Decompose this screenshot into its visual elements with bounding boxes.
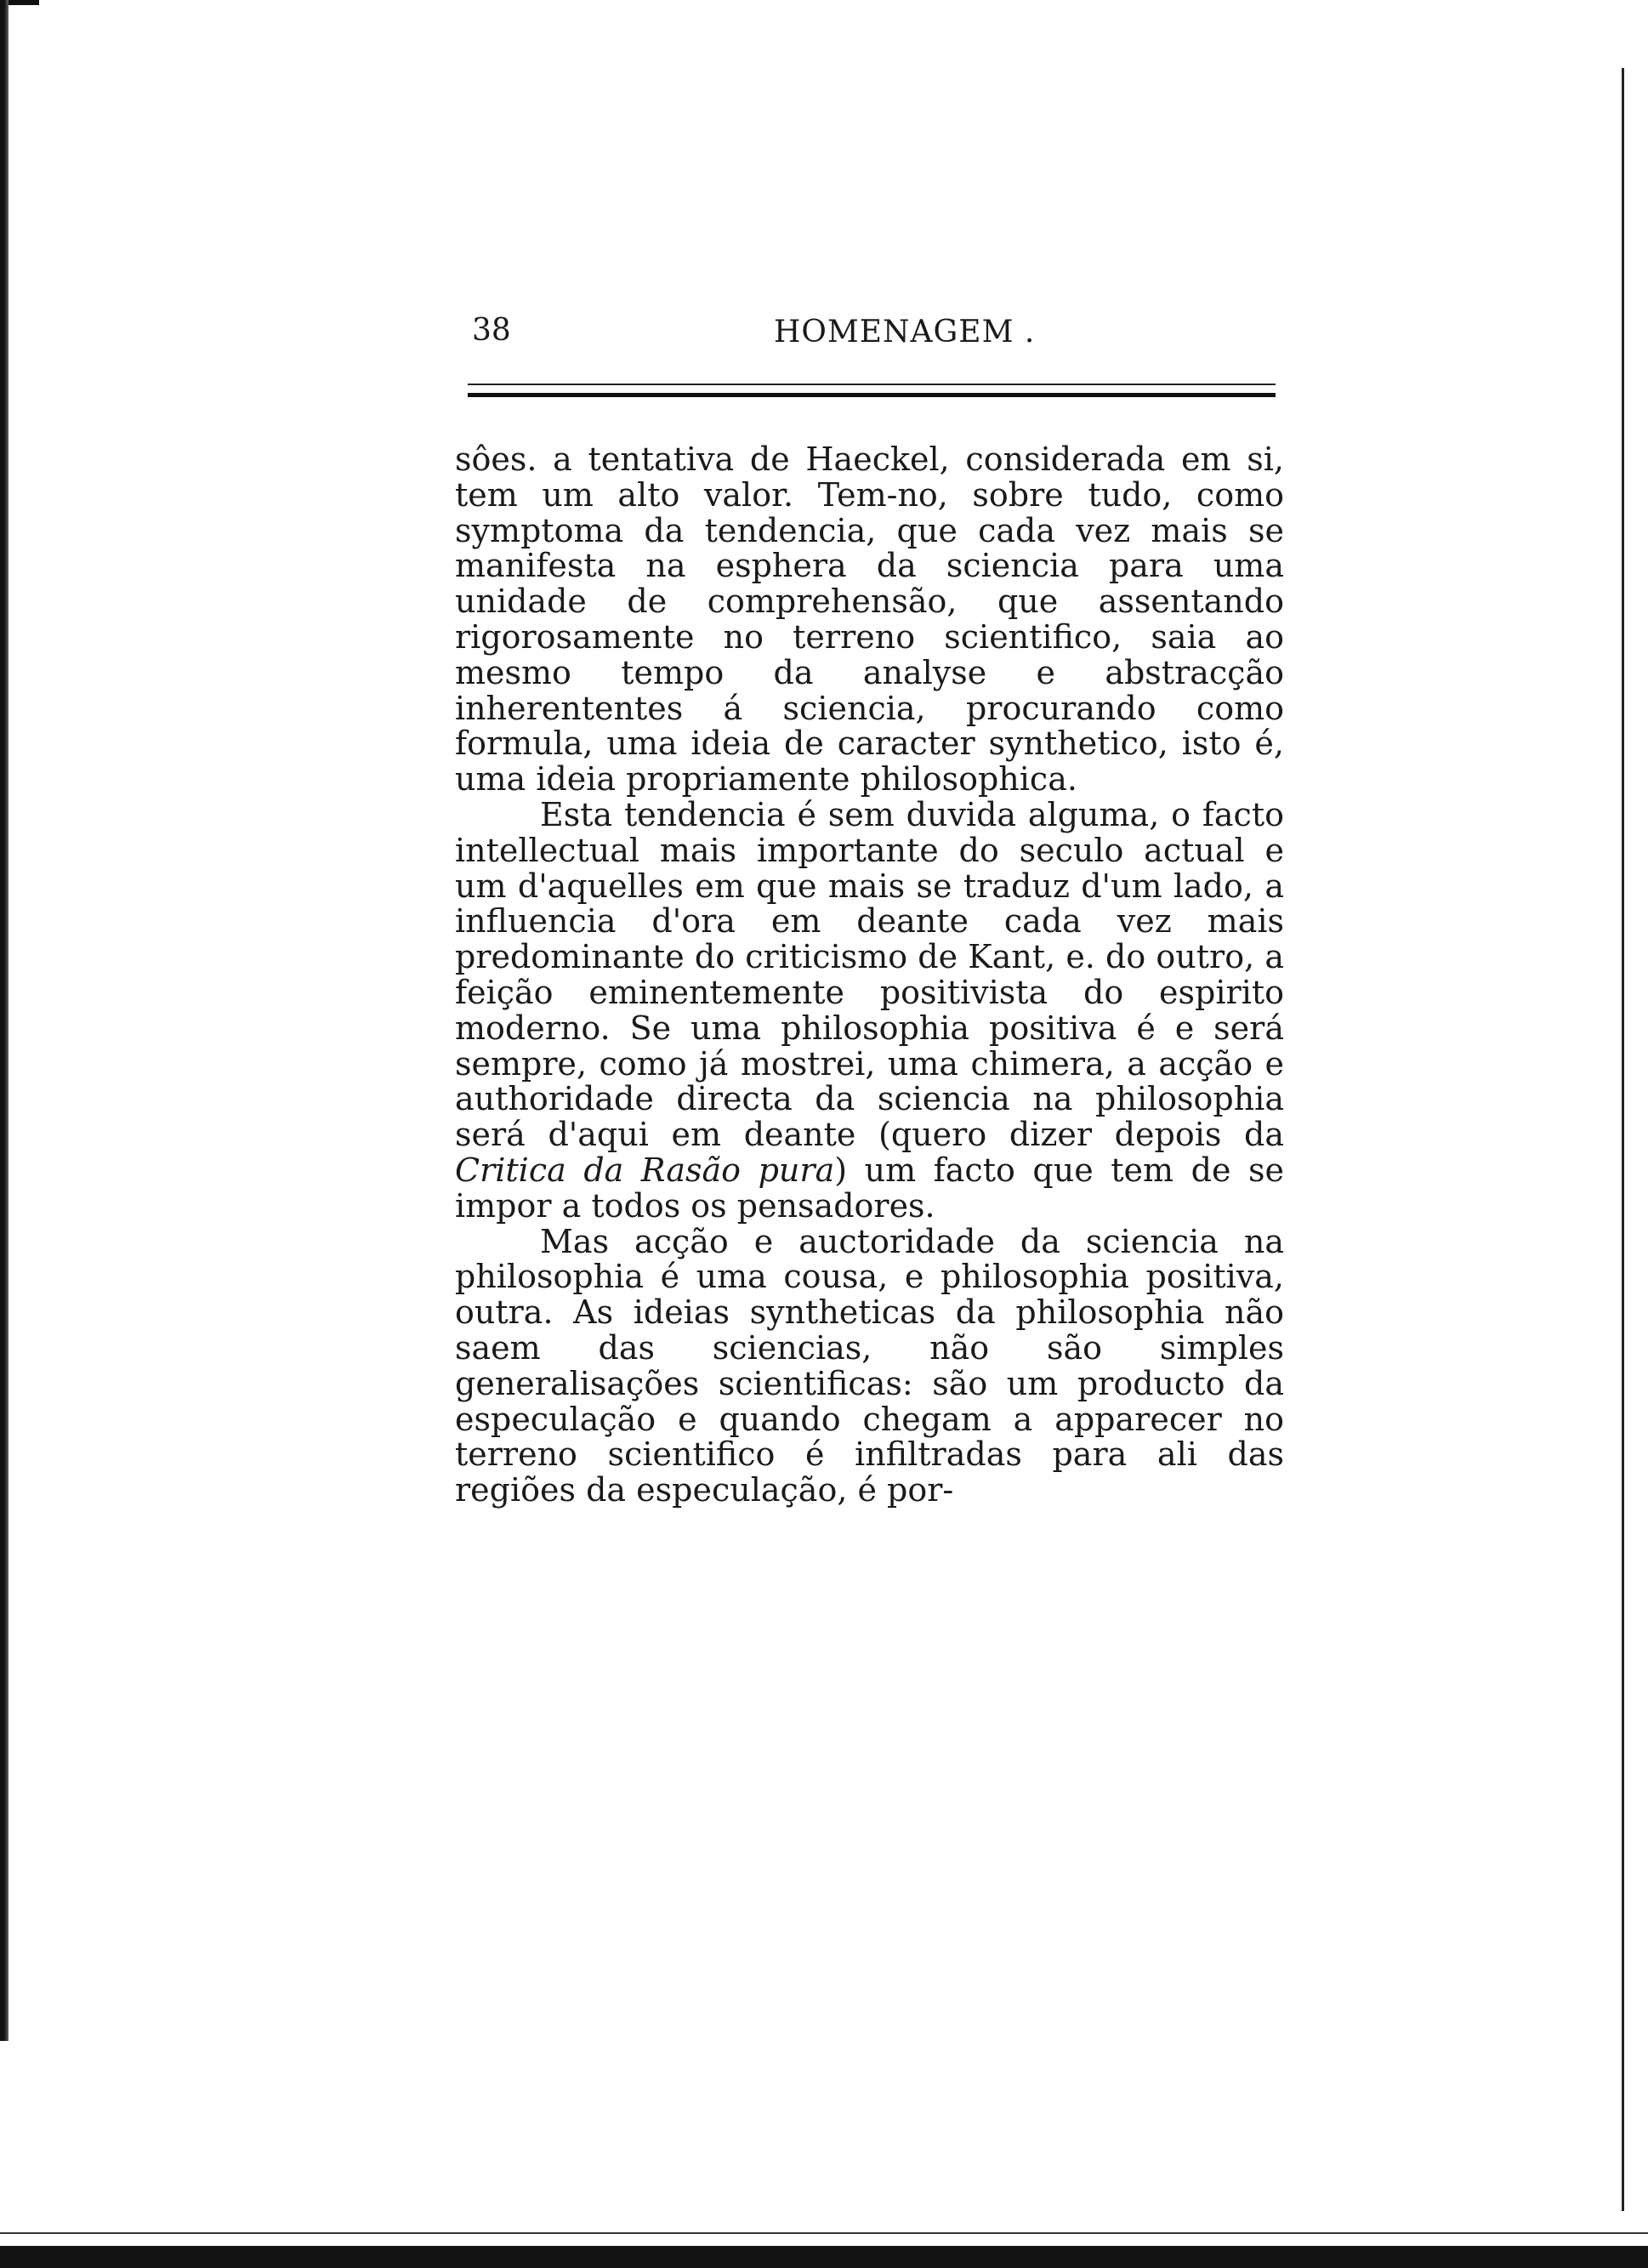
page-edge-right bbox=[1622, 68, 1624, 2211]
page-header bbox=[472, 313, 1280, 355]
paragraph-2-text-a: Esta tendencia é sem duvida alguma, o facto intellectual mais importante do seculo actual e um d'aquelles em que mais se traduz d'um lado, a influencia d'ora em deante cada vez mais predominante do criticismo de Kant, e. do outro, a feição eminentemente positivista do espirito moderno. Se uma philosophia positiva é e será sempre, como já mostrei, uma chimera, a acção e authoridade directa da sciencia na philosophia será d'aqui em deante (quero dizer depois da bbox=[455, 795, 1284, 1154]
body-text bbox=[455, 442, 1284, 1509]
page-edge-bottom bbox=[0, 2246, 1648, 2268]
header-rule-thick bbox=[468, 393, 1276, 397]
paragraph-2 bbox=[455, 795, 1285, 1225]
paragraph-1: sôes. a tentativa de Haeckel, considerada em si, tem um alto valor. Tem-no, sobre tudo, como symptoma da tendencia, que cada vez mais se manifesta na esphera da sciencia para uma unidade de comprehensão, que assentando rigorosamente no terreno scientifico, saia ao mesmo tempo da analyse e abstracção inherententes á sciencia, procurando como formula, uma ideia de caracter synthetico, isto é, uma ideia propriamente philosophica. bbox=[455, 441, 1284, 799]
paragraph-2-book-title: Critica da Rasão pura bbox=[455, 1151, 835, 1189]
page-edge-left bbox=[0, 0, 9, 2041]
header-rule-thin bbox=[468, 384, 1276, 385]
paragraph-3: Mas acção e auctoridade da sciencia na philosophia é uma cousa, e philosophia positiva, outra. As ideias syntheticas da philosophia não saem das sciencias, não são simples generalisações scientificas: são um producto da especulação e quando chegam a apparecer no terreno scientifico é infiltradas para ali das regiões da especulação, é por- bbox=[455, 1222, 1284, 1509]
page-edge-bottom-line bbox=[0, 2232, 1648, 2234]
page-number: 38 bbox=[472, 313, 511, 348]
paragraph-2-text-b: ) um facto que tem de se impor a todos os pensadores. bbox=[455, 1151, 1285, 1225]
running-head: HOMENAGEM . bbox=[774, 315, 1036, 350]
